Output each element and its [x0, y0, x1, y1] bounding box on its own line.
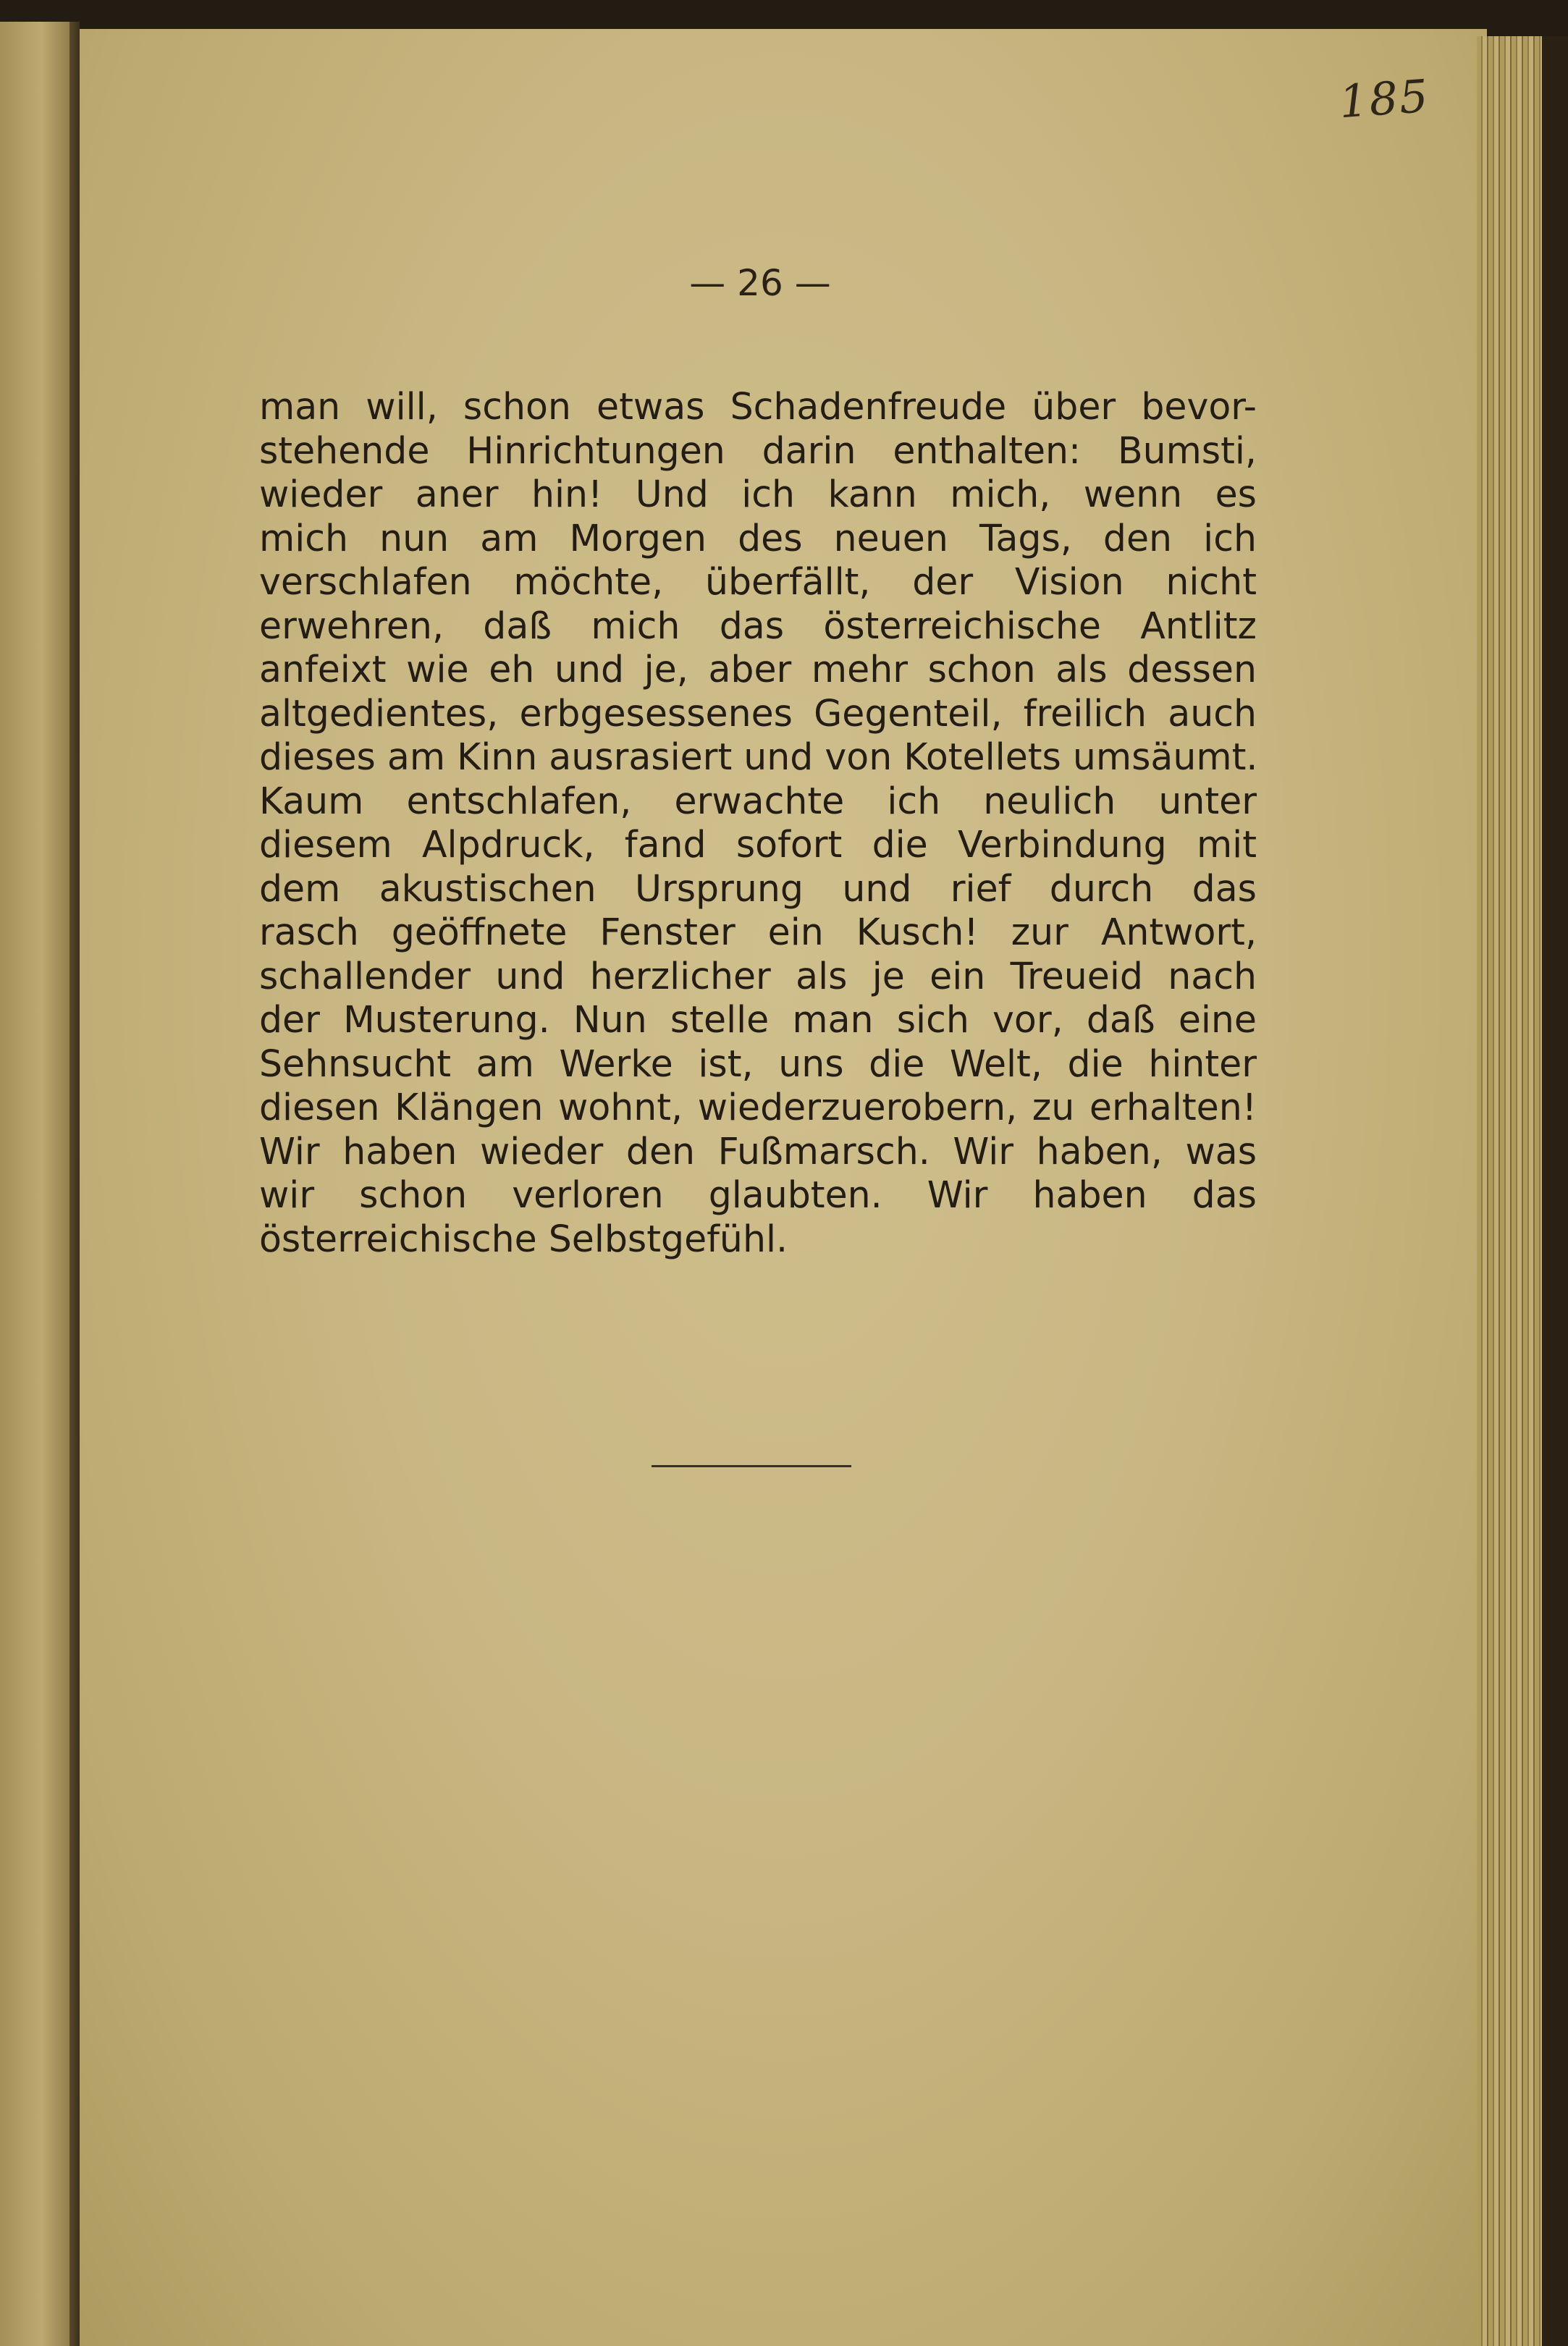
page-edge-shadow: [1542, 36, 1568, 2346]
text-line: wir schon verloren glaubten. Wir haben das: [259, 1173, 1257, 1216]
page-number: — 26 —: [689, 262, 831, 304]
text-line: schallender und herzlicher als je ein Treueid nach: [259, 954, 1257, 997]
handwritten-folio-number: 185: [1337, 69, 1431, 129]
page-stack-edges: [1477, 36, 1549, 2346]
section-divider-rule: [652, 1465, 851, 1467]
text-line: altgedientes, erbgesessenes Gegenteil, freilich auch: [259, 691, 1257, 735]
text-line: diesem Alpdruck, fand sofort die Verbindung mit: [259, 823, 1257, 866]
text-line: stehende Hinrichtungen darin enthalten: Bumsti,: [259, 429, 1257, 472]
text-line: Kaum entschlafen, erwachte ich neulich unter: [259, 779, 1257, 822]
text-line: wieder aner hin! Und ich kann mich, wenn es: [259, 473, 1257, 515]
text-line: erwehren, daß mich das österreichische Antlitz: [259, 604, 1257, 647]
text-line: man will, schon etwas Schadenfreude über bevor-: [259, 385, 1257, 428]
body-text: [259, 385, 1257, 1261]
text-line: dem akustischen Ursprung und rief durch das: [259, 866, 1257, 910]
text-line: rasch geöffnete Fenster ein Kusch! zur Antwort,: [259, 911, 1257, 953]
text-line: österreichische Selbstgefühl.: [259, 1217, 788, 1260]
text-line: Wir haben wieder den Fußmarsch. Wir haben, was: [259, 1129, 1257, 1173]
book-gutter: [69, 22, 80, 2346]
text-line: mich nun am Morgen des neuen Tags, den ich: [259, 516, 1257, 560]
facing-page-edge: [0, 22, 75, 2346]
text-line: verschlafen möchte, überfällt, der Vision nicht: [259, 560, 1257, 603]
text-line: anfeixt wie eh und je, aber mehr schon als dessen: [259, 648, 1257, 691]
text-line: Sehnsucht am Werke ist, uns die Welt, die hinter: [259, 1042, 1257, 1085]
text-line: der Musterung. Nun stelle man sich vor, daß eine: [259, 998, 1257, 1041]
text-line: dieses am Kinn ausrasiert und von Kotellets umsäumt.: [259, 735, 1258, 778]
text-line: diesen Klängen wohnt, wiederzuerobern, zu erhalten!: [259, 1086, 1257, 1128]
